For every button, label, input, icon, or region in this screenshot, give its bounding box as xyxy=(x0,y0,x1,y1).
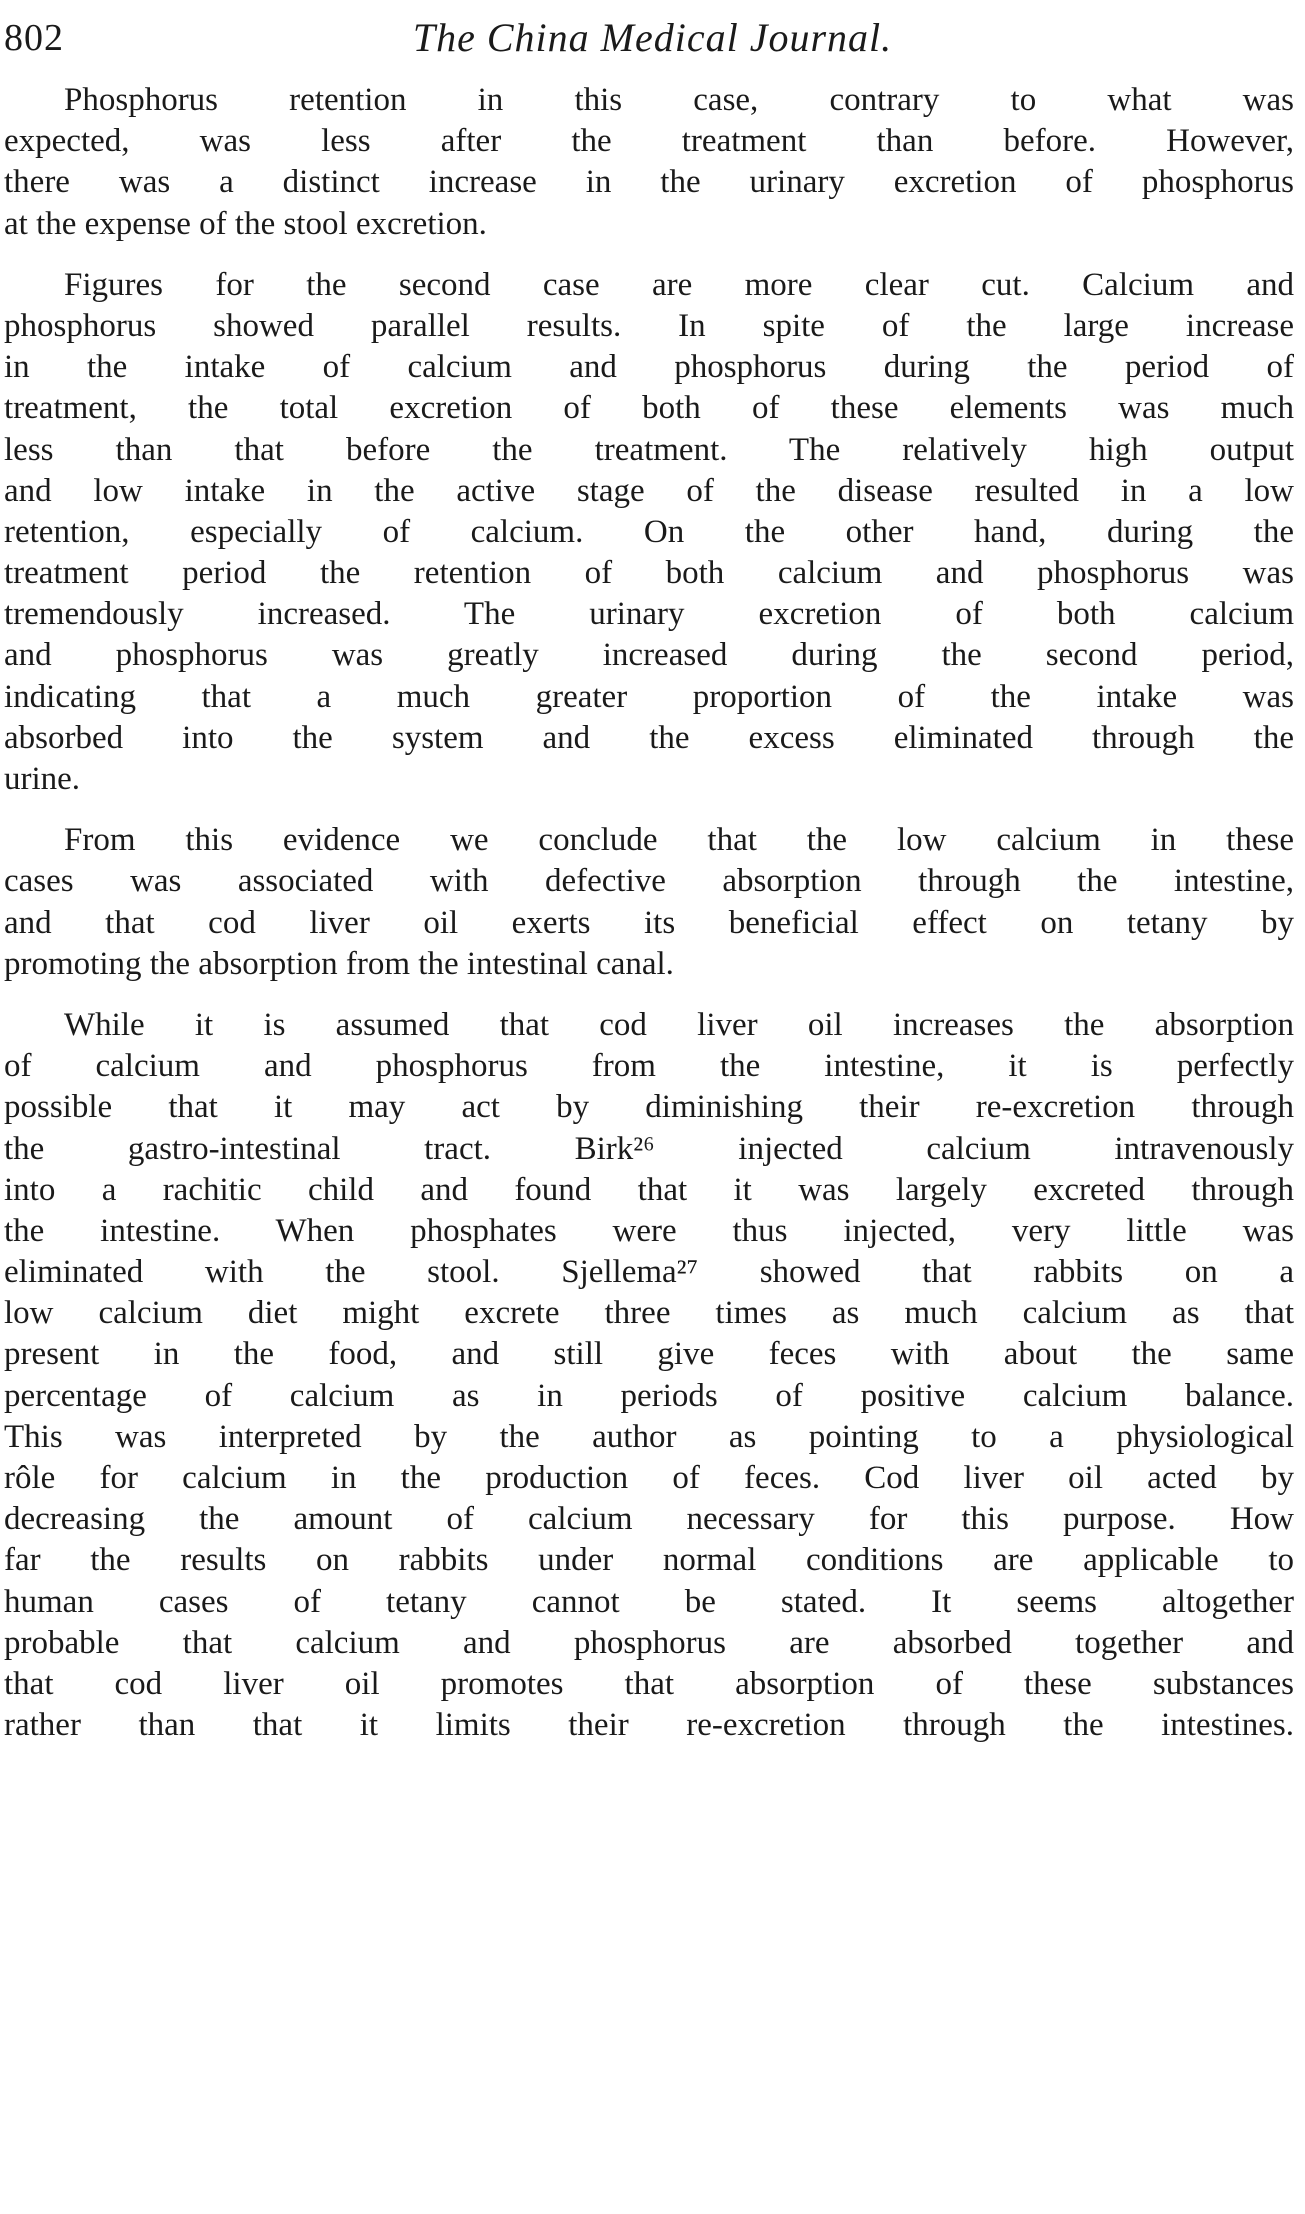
text-line: While it is assumed that cod liver oil increases the absorption xyxy=(64,1006,1294,1043)
text-line: rather than that it limits their re-excretion through the intestines. xyxy=(4,1707,1294,1744)
text-line: retention, especially of calcium. On the other hand, during the xyxy=(4,513,1294,550)
page-number: 802 xyxy=(4,17,64,59)
text-line: tremendously increased. The urinary excretion of both calcium xyxy=(4,596,1294,633)
paragraph-second-case xyxy=(4,265,1294,800)
text-line: treatment period the retention of both calcium and phosphorus was xyxy=(4,555,1294,592)
text-line: This was interpreted by the author as pointing to a physiological xyxy=(4,1418,1294,1455)
text-line: and that cod liver oil exerts its beneficial effect on tetany by xyxy=(4,904,1294,941)
text-line: into a rachitic child and found that it was largely excreted through xyxy=(4,1171,1294,1208)
text-line: the intestine. When phosphates were thus injected, very little was xyxy=(4,1212,1294,1249)
body-text xyxy=(4,80,1294,1766)
text-line: far the results on rabbits under normal conditions are applicable to xyxy=(4,1542,1294,1579)
paragraph-conclusion xyxy=(4,820,1294,985)
text-line: probable that calcium and phosphorus are absorbed together and xyxy=(4,1624,1294,1661)
text-line: present in the food, and still give feces with about the same xyxy=(4,1336,1294,1373)
text-line: less than that before the treatment. The relatively high output xyxy=(4,431,1294,468)
text-line: treatment, the total excretion of both of these elements was much xyxy=(4,390,1294,427)
text-line: human cases of tetany cannot be stated. It seems altogether xyxy=(4,1583,1294,1620)
text-line: expected, was less after the treatment than before. However, xyxy=(4,123,1294,160)
text-line: promoting the absorption from the intestinal canal. xyxy=(4,945,674,982)
text-line: that cod liver oil promotes that absorption of these substances xyxy=(4,1665,1294,1702)
text-line: at the expense of the stool excretion. xyxy=(4,205,487,242)
paragraph-phosphorus-retention xyxy=(4,80,1294,245)
text-line: absorbed into the system and the excess eliminated through the xyxy=(4,719,1294,756)
text-line: rôle for calcium in the production of feces. Cod liver oil acted by xyxy=(4,1460,1294,1496)
text-line: indicating that a much greater proportion of the intake was xyxy=(4,678,1294,715)
running-title: The China Medical Journal. xyxy=(412,15,893,60)
text-line: From this evidence we conclude that the low calcium in these xyxy=(64,822,1294,859)
paragraph-cod-liver-oil xyxy=(4,1005,1294,1746)
text-line: in the intake of calcium and phosphorus during the period of xyxy=(4,349,1294,386)
text-line: and phosphorus was greatly increased during the second period, xyxy=(4,637,1294,674)
text-line: and low intake in the active stage of the disease resulted in a low xyxy=(4,472,1294,509)
text-line: eliminated with the stool. Sjellema²⁷ showed that rabbits on a xyxy=(4,1254,1294,1291)
text-line: phosphorus showed parallel results. In spite of the large increase xyxy=(4,307,1294,344)
text-line: of calcium and phosphorus from the intestine, it is perfectly xyxy=(4,1048,1294,1085)
text-line: cases was associated with defective absorption through the intestine, xyxy=(4,863,1294,900)
text-line: Figures for the second case are more clear cut. Calcium and xyxy=(64,266,1294,303)
text-line: urine. xyxy=(4,761,81,797)
text-line: possible that it may act by diminishing their re-excretion through xyxy=(4,1089,1294,1126)
text-line: there was a distinct increase in the urinary excretion of phosphorus xyxy=(4,164,1294,201)
text-line: low calcium diet might excrete three times as much calcium as that xyxy=(4,1295,1294,1332)
text-line: the gastro-intestinal tract. Birk²⁶ injected calcium intravenously xyxy=(4,1130,1294,1167)
page-header xyxy=(0,8,1305,68)
text-line: percentage of calcium as in periods of positive calcium balance. xyxy=(4,1377,1294,1414)
text-line: Phosphorus retention in this case, contrary to what was xyxy=(64,82,1294,118)
text-line: decreasing the amount of calcium necessary for this purpose. How xyxy=(4,1501,1294,1538)
